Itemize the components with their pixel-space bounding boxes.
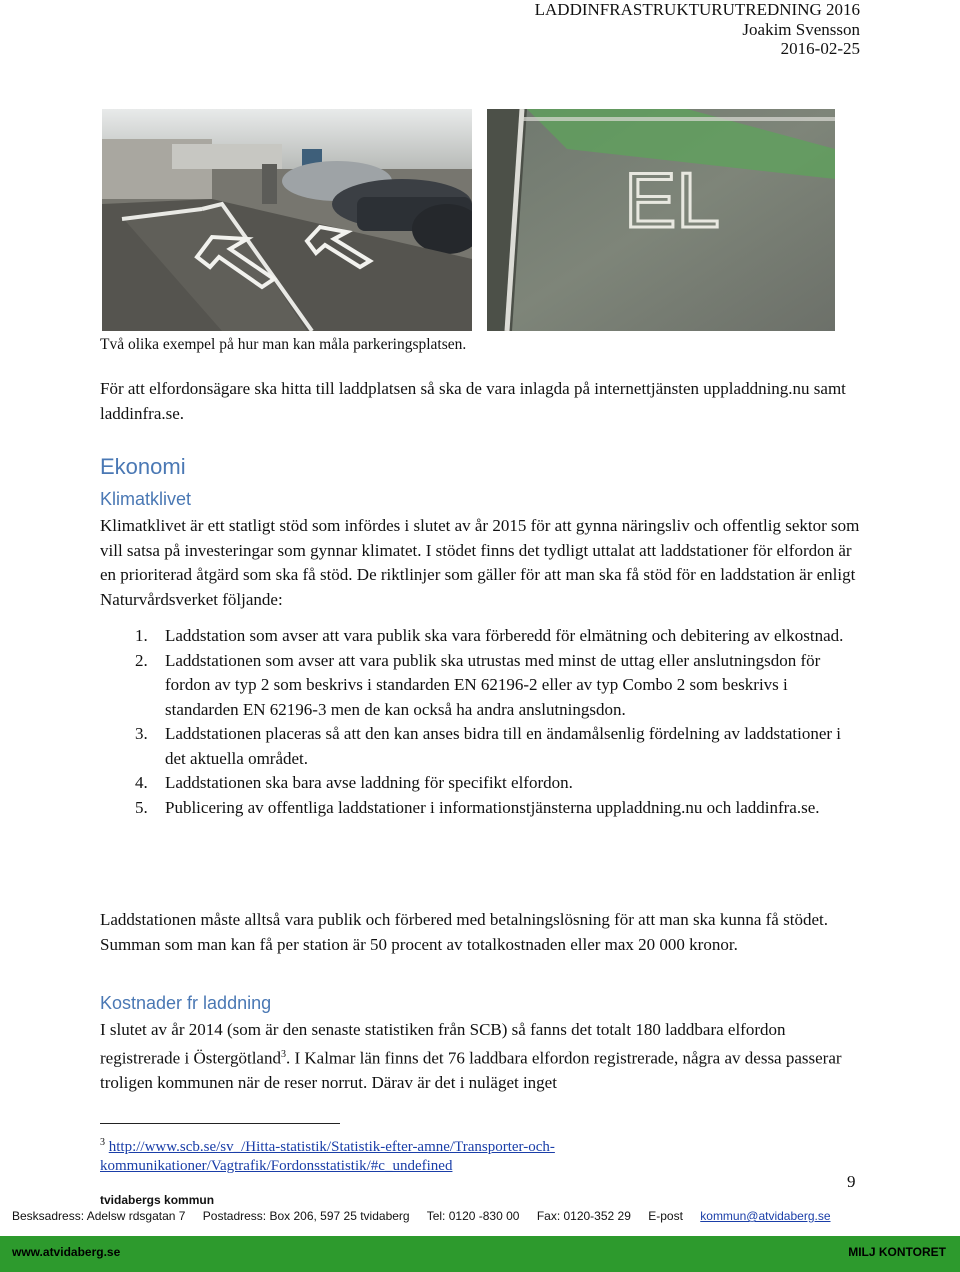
footnote-divider — [100, 1123, 340, 1124]
parking-photo-el-marking — [487, 109, 835, 331]
footnote — [100, 1133, 700, 1176]
list-item-number: 5. — [135, 797, 148, 817]
email-label: E-post — [648, 1209, 683, 1223]
list-item-number: 4. — [135, 773, 148, 792]
footer-contact — [12, 1209, 831, 1223]
el-marking-text: EL — [624, 156, 720, 244]
page-number: 9 — [847, 1172, 856, 1191]
photo-caption: Två olika exempel på hur man kan måla parkeringsplatsen. — [100, 336, 467, 353]
list-item-number: 1. — [135, 626, 148, 645]
website-link[interactable]: www.atvidaberg.se — [12, 1245, 121, 1259]
costs-subheading: Kostnader fr laddning — [100, 993, 272, 1013]
list-item — [100, 796, 860, 821]
section-heading: Ekonomi — [100, 454, 186, 479]
email-link[interactable]: kommun@atvidaberg.se — [700, 1209, 831, 1223]
costs-paragraph — [100, 1018, 860, 1095]
klimatklivet-paragraph: Klimatklivet är ett statligt stöd som infördes i slutet av år 2015 för att gynna näringsliv och offentlig sektor som vill satsa på investeringar som gynnar klimatet. I stödet finns det tydligt uttalat att laddstationer för elfordon är en prioriterad åtgärd som ska få stöd. De riktlinjer som gäller för att man ska få stöd för en laddstation är enligt Naturvårdsverket följande: — [100, 516, 860, 609]
intro-paragraph: För att elfordonsägare ska hitta till laddplatsen så ska de vara inlagda på internettjänsten uppladdning.nu samt laddinfra.se. — [100, 379, 846, 423]
section-subheading: Klimatklivet — [100, 489, 192, 509]
postal-address: Postadress: Box 206, 597 25 tvidaberg — [202, 1209, 410, 1223]
footnote-number: 3 — [100, 1137, 105, 1148]
document-header — [535, 0, 860, 59]
document-title: LADDINFRASTRUKTURUTREDNING 2016 — [534, 0, 860, 19]
closing-paragraph: Laddstationen måste alltså vara publik och förbered med betalningslösning för att man ska kunna få stödet. Summan som man kan få per station är 50 procent av totalkostnaden eller max 20 000 kronor. — [100, 910, 828, 954]
list-item-text: Laddstation som avser att vara publik ska vara förberedd för elmätning och debitering av elkostnad. — [165, 626, 844, 645]
list-item — [100, 624, 860, 649]
footer-organization: tvidabergs kommun — [100, 1193, 215, 1207]
fax-number: Fax: 0120-352 29 — [536, 1209, 631, 1223]
list-item-number: 3. — [135, 724, 148, 743]
list-item — [100, 771, 860, 796]
costs-text-end: . I Kalmar län finns det 76 laddbara elfordon registrerade, några av dessa passerar troligen kommunen när de reser norrut. Därav är det i nuläget inget — [100, 1048, 842, 1092]
visiting-address: Besksadress: Adelsw rdsgatan 7 — [12, 1209, 186, 1223]
footnote-link[interactable]: http://www.scb.se/sv_/Hitta-statistik/Statistik-efter-amne/Transporter-och-kommunikationer/Vagtrafik/Fordonsstatistik/#c_undefined — [100, 1139, 555, 1174]
phone-number: Tel: 0120 -830 00 — [426, 1209, 520, 1223]
guidelines-list — [100, 624, 860, 820]
list-item-number: 2. — [135, 650, 148, 670]
list-item-text: Laddstationen ska bara avse laddning för specifikt elfordon. — [165, 773, 573, 792]
parking-photo-arrows — [102, 109, 472, 331]
costs-text-start: I slutet av år 2014 (som är den senaste statistiken från SCB) så fanns det totalt 180 laddbara elfordon registrerade i Östergötland — [100, 1020, 786, 1068]
list-item-text: Publicering av offentliga laddstationer i informationstjänsterna uppladdning.nu och laddinfra.se. — [165, 797, 820, 817]
list-item-text: Laddstationen som avser att vara publik ska utrustas med minst de uttag eller anslutningsdon för fordon av typ 2 som beskrivs i standarden EN 62196-2 eller av typ Combo 2 som beskrivs i standarden EN 62196-3 men de kan också ha andra anslutningsdon. — [165, 650, 821, 719]
list-item — [100, 649, 860, 723]
footnote-reference[interactable]: 3 — [280, 1048, 286, 1060]
footer-bar — [0, 1236, 960, 1272]
department-name: MILJ KONTORET — [848, 1245, 946, 1259]
list-item-text: Laddstationen placeras så att den kan anses bidra till en ändamålsenlig fördelning av laddstationer i det aktuella området. — [165, 724, 841, 768]
document-date: 2016-02-25 — [780, 39, 860, 58]
list-item — [100, 722, 860, 771]
author: Joakim Svensson — [742, 19, 860, 39]
